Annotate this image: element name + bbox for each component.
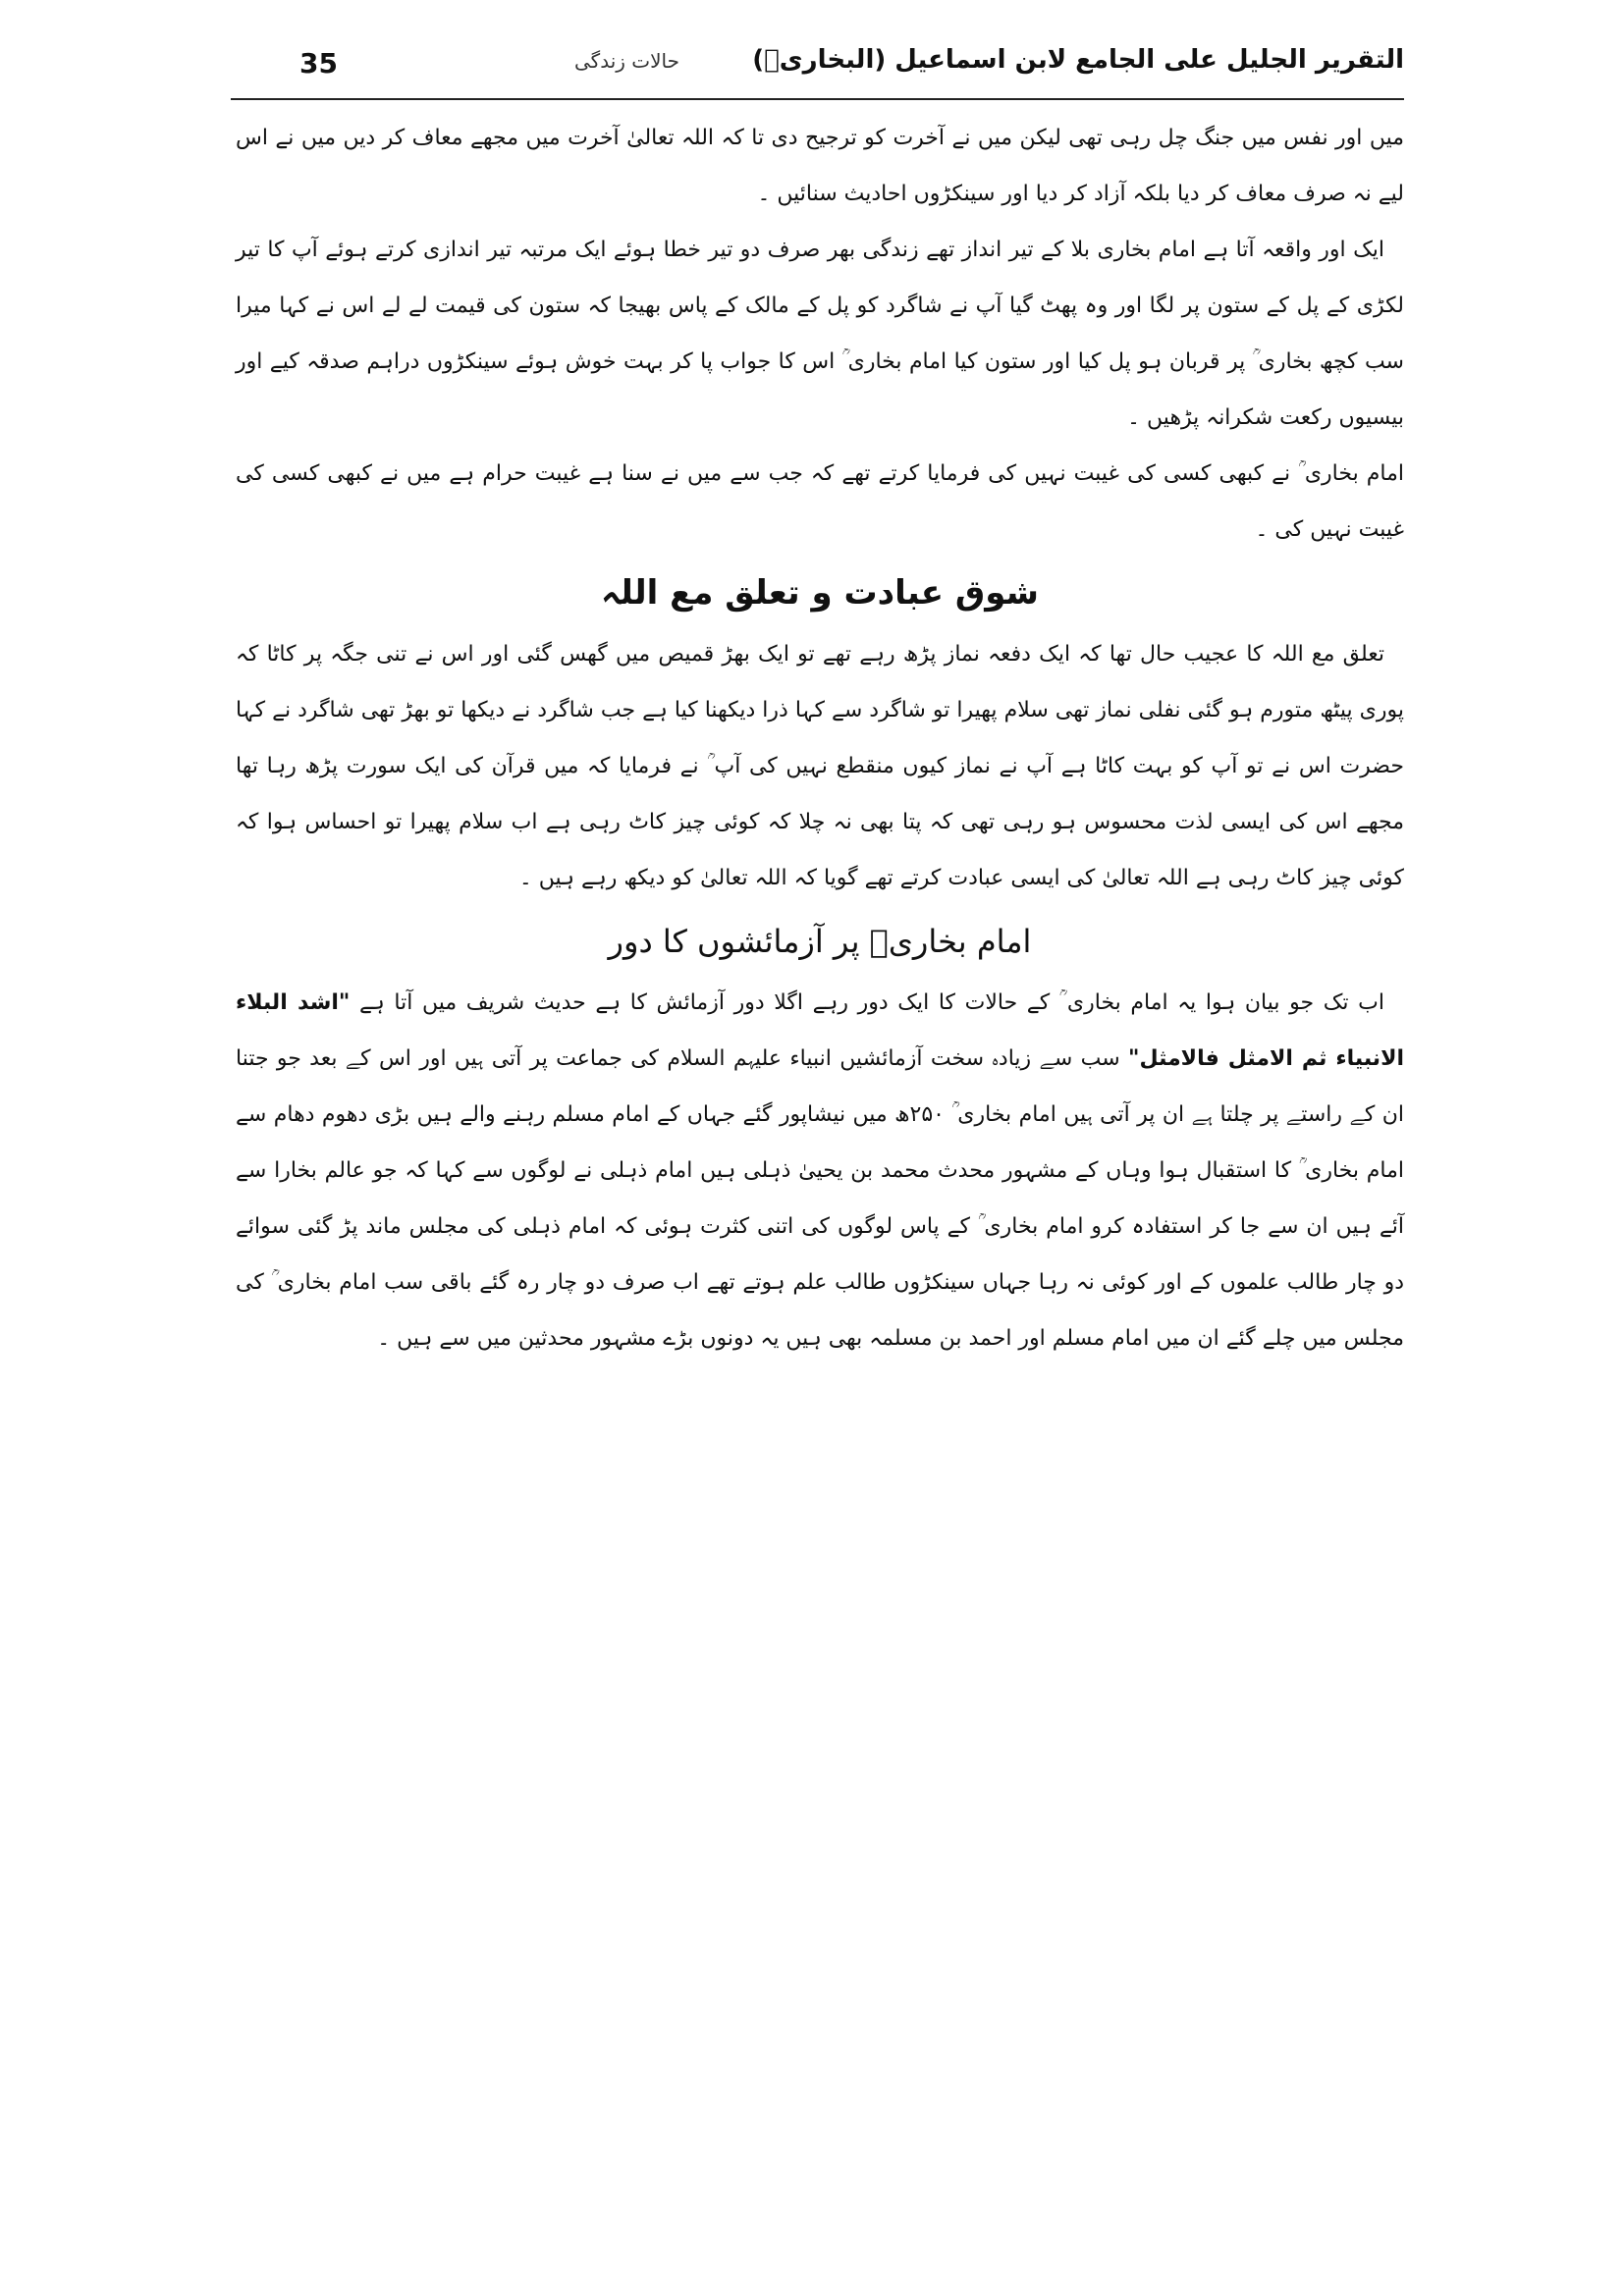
book-title: التقریر الجلیل علی الجامع لابن اسماعیل (البخاریؒ) (752, 45, 1404, 75)
section-heading: شوق عبادت و تعلق مع اللہ (601, 573, 1039, 613)
hadith-quote: "اشد البلاء الانبیاء ثم الامثل فالامثل" (236, 990, 1404, 1071)
chapter-title: حالات زندگی (574, 49, 679, 73)
paragraph: امام بخاری ؒ نے کبھی کسی کی غیبت نہیں کی فرمایا کرتے تھے کہ جب سے میں نے سنا ہے غیبت حرام ہے میں نے کبھی کسی کی غیبت نہیں کی ۔ (236, 461, 1404, 542)
paragraph: تعلق مع اللہ کا عجیب حال تھا کہ ایک دفعہ نماز پڑھ رہے تھے تو ایک بھڑ قمیص میں گھس گئی اور اس نے تنی جگہ پر کاٹا کہ پوری پیٹھ متورم ہو گئی نفلی نماز تھی سلام پھیرا تو شاگرد سے کہا ذرا دیکھنا کیا ہے جب شاگرد نے دیکھا تو بھڑ تھی شاگرد نے کہا حضرت اس نے تو آپ کو بہت کاٹا ہے آپ نے نماز کیوں منقطع نہیں کی آپ ؒ نے فرمایا کہ میں قرآن کی ایک سورت پڑھ رہا تھا مجھے اس کی ایسی لذت محسوس ہو رہی تھی کہ پتا بھی نہ چلا کہ کوئی چیز کاٹ رہی ہے اب سلام پھیرا تو احساس ہوا کہ کوئی چیز کاٹ رہی ہے اللہ تعالیٰ کی ایسی عبادت کرتے تھے گویا کہ اللہ تعالیٰ کو دیکھ رہے ہیں ۔ (236, 642, 1404, 890)
section-heading: امام بخاریؒ پر آزمائشوں کا دور (608, 923, 1032, 960)
paragraph: ایک اور واقعہ آتا ہے امام بخاری بلا کے تیر انداز تھے زندگی بھر صرف دو تیر خطا ہوئے ایک مرتبہ تیر اندازی کرتے ہوئے آپ کا تیر لکڑی کے پل کے ستون پر لگا اور وہ پھٹ گیا آپ نے شاگرد کو پل کے مالک کے پاس بھیجا کہ ستون کی قیمت لے لے اس نے کہا میرا سب کچھ بخاری ؒ پر قربان ہو پل کیا اور ستون کیا امام بخاری ؒ اس کا جواب پا کر بہت خوش ہوئے سینکڑوں دراہم صدقہ کیے اور بیسیوں رکعت شکرانہ پڑھیں ۔ (236, 238, 1404, 430)
page-number: 35 (299, 47, 338, 80)
paragraph-text: سب سے زیادہ سخت آزمائشیں انبیاء علیہم السلام کی جماعت پر آتی ہیں اور اس کے بعد جو جتنا ان کے راستے پر چلتا ہے ان پر آتی ہیں امام بخاری ؒ ۲۵۰ھ میں نیشاپور گئے جہاں کے امام مسلم رہنے والے ہیں بڑی دھوم دھام سے امام بخاری ؒ کا استقبال ہوا وہاں کے مشہور محدث محمد بن یحییٰ ذہلی ہیں امام ذہلی نے لوگوں سے کہا کہ جو عالم بخارا سے آئے ہیں ان سے جا کر استفادہ کرو امام بخاری ؒ کے پاس لوگوں کی اتنی کثرت ہوئی کہ امام ذہلی کی مجلس ماند پڑ گئی سوائے دو چار طالب علموں کے اور کوئی نہ رہا جہاں سینکڑوں طالب علم ہوتے تھے اب صرف دو چار رہ گئے باقی سب امام بخاری ؒ کی مجلس میں چلے گئے ان میں امام مسلم اور احمد بن مسلمہ بھی ہیں یہ دونوں بڑے مشہور محدثین میں سے ہیں ۔ (236, 1046, 1405, 1351)
paragraph: میں اور نفس میں جنگ چل رہی تھی لیکن میں نے آخرت کو ترجیح دی تا کہ اللہ تعالیٰ آخرت میں مجھے معاف کر دیں میں نے اس لیے نہ صرف معاف کر دیا بلکہ آزاد کر دیا اور سینکڑوں احادیث سنائیں ۔ (236, 126, 1404, 206)
paragraph (236, 975, 1404, 1366)
page-body (236, 110, 1404, 1366)
header-divider (231, 98, 1404, 100)
paragraph-text: اب تک جو بیان ہوا یہ امام بخاری ؒ کے حالات کا ایک دور رہے اگلا دور آزمائش کا ہے حدیث شریف میں آتا ہے (350, 990, 1384, 1015)
page-header (231, 41, 1404, 90)
